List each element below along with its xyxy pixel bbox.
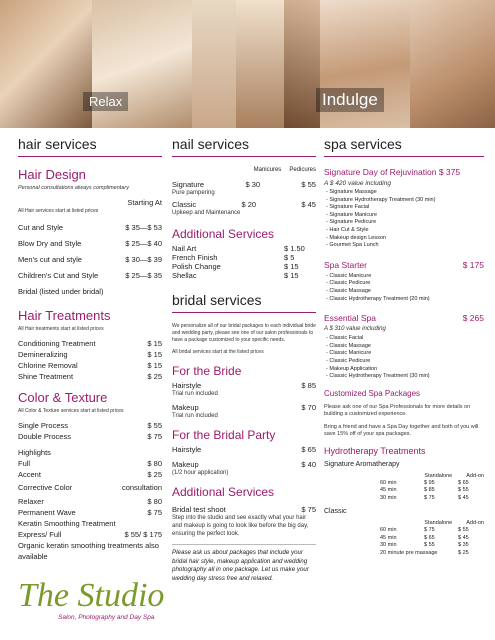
hair-header: hair services: [18, 136, 162, 157]
spa-header: spa services: [324, 136, 484, 157]
logo-tagline: Salon, Photography and Day Spa: [58, 614, 155, 621]
bridal-start-note: All bridal services start at the listed prices: [172, 349, 264, 355]
for-bridal-party-title: For the Bridal Party: [172, 428, 276, 442]
classic-col-headers: Standalone Add-on: [424, 520, 484, 527]
nail-column: [172, 136, 316, 583]
treatment-item: Chlorine Removal $ 15: [18, 361, 162, 370]
hair-column: [18, 136, 162, 562]
logo-name: The Studio: [18, 577, 165, 614]
hair-treatments-title: Hair Treatments: [18, 308, 111, 323]
express-row: Express/ Full $ 55/ $ 175: [18, 530, 162, 539]
highlights-label: Highlights: [18, 448, 51, 457]
hair-treat-note: All Hair treatments start at listed prices: [18, 326, 104, 332]
bridal-package-note: Please ask us about packages that include your bridal hair style, makeup application and wedding photography all in one package. Let us make your wedding day stress free and relaxed.: [172, 544, 316, 583]
highlight-item: Accent $ 25: [18, 470, 162, 479]
treatment-item: Conditioning Treatment $ 15: [18, 339, 162, 348]
nail-additional-item: Polish Change $ 15: [172, 262, 299, 271]
texture-item: Permanent Wave $ 75: [18, 508, 162, 517]
test-shoot-text: Step into the studio and see exactly what your hair and makeup is going to look like before the big day, ensuring the perfect look.: [172, 515, 309, 537]
hair-item: Men's cut and style $ 30—$ 39: [18, 255, 162, 264]
nail-additional-item: French Finish $ 5: [172, 253, 295, 262]
color-item: Double Process $ 75: [18, 432, 162, 441]
color-item: Single Process $ 55: [18, 421, 162, 430]
aromatherapy-title: Signature Aromatherapy: [324, 460, 400, 468]
highlight-item: Full $ 80: [18, 459, 162, 468]
aroma-row: 45 min $ 85 $ 55: [380, 487, 469, 494]
corrective-row: Corrective Color consultation: [18, 483, 162, 492]
aroma-row: 60 min $ 95 $ 65: [380, 479, 469, 486]
essential-value: A $ 310 value including: [324, 326, 386, 333]
nail-additional-title: Additional Services: [172, 227, 275, 241]
banner-indulge: Indulge: [316, 88, 384, 112]
classic-row: 45 min $ 65 $ 45: [380, 534, 469, 541]
party-makeup-row: Makeup $ 40: [172, 460, 316, 469]
classic-row: 20 minute pre massage $ 25: [380, 549, 469, 556]
hair-item: Cut and Style $ 35—$ 53: [18, 223, 162, 232]
nail-classic-sub: Upkeep and Maintenance: [172, 210, 241, 216]
classic-row: 60 min $ 75 $ 55: [380, 527, 469, 534]
bride-makeup-row: Makeup $ 70: [172, 403, 316, 412]
hydrotherapy-title: Hydrotherapy Treatments: [324, 445, 426, 456]
texture-item: Relaxer $ 80: [18, 497, 162, 506]
classic-row: 30 min $ 55 $ 35: [380, 542, 469, 549]
treatment-item: Shine Treatment $ 25: [18, 372, 162, 381]
rejuvination-title: Signature Day of Rejuvination $ 375: [324, 167, 461, 177]
organic-note: Organic keratin smoothing treatments also available: [18, 541, 159, 561]
hair-design-title: Hair Design: [18, 167, 86, 182]
aroma-row: 30 min $ 75 $ 45: [380, 494, 469, 501]
nail-price-headers: Manicures Pedicures: [253, 167, 316, 173]
classic-title: Classic: [324, 508, 347, 516]
studio-logo: [18, 578, 168, 630]
rejuvination-list: - Signature Massage - Signature Hydrotherapy Treatment (30 min) - Signature Facial - Signature Manicure - Signature Pedicure - Hair Cut & Style - Makeup design Lesson - Gourmet Spa Lunch: [326, 189, 484, 250]
bridal-additional-title: Additional Services: [172, 485, 275, 499]
banner-photo-salon: [192, 0, 236, 128]
bride-hairstyle-sub: Trial run included: [172, 391, 218, 397]
essential-list: - Classic Facial - Classic Massage - Classic Manicure - Classic Pedicure - Makeup Application - Classic Hydrotherapy Treatment (30 min): [326, 335, 484, 381]
nail-header: nail services: [172, 136, 316, 157]
hair-design-note: Personal consultations always complimentary: [18, 185, 129, 191]
spa-starter-title: Spa Starter $ 175: [324, 259, 484, 270]
hair-item: Children's Cut and Style $ 25—$ 35: [18, 271, 162, 280]
nail-additional-item: Shellac $ 15: [172, 271, 299, 280]
nail-classic-row: Classic $ 20 $ 45: [172, 200, 316, 209]
treatment-item: Demineralizing $ 15: [18, 350, 162, 359]
banner: [0, 0, 495, 128]
banner-photo-facial: [410, 0, 495, 128]
bridal-intro: We personalize all of our bridal packages to each individual bride and wedding party, please see one of our salon professionals to have a package customized to your specific needs.: [172, 323, 316, 343]
banner-photo-hair: [236, 0, 284, 128]
party-makeup-sub: (1/2 hour application): [172, 470, 229, 476]
hair-item: Blow Dry and Style $ 25—$ 40: [18, 239, 162, 248]
bride-hairstyle-row: Hairstyle $ 85: [172, 381, 316, 390]
spa-starter-list: - Classic Manicure - Classic Pedicure - Classic Massage - Classic Hydrotherapy Treatment (20 min): [326, 273, 484, 303]
rejuvination-value: A $ 420 value including: [324, 180, 391, 187]
for-the-bride-title: For the Bride: [172, 364, 242, 378]
color-texture-title: Color & Texture: [18, 390, 108, 405]
bride-makeup-sub: Trial run included: [172, 413, 218, 419]
custom-text-1: Please ask one of our Spa Professionals for more details on building a customized experience.: [324, 403, 471, 417]
spa-column: [324, 136, 484, 557]
banner-relax: Relax: [83, 92, 128, 111]
hair-start-note: All Hair services start at listed prices: [18, 208, 99, 214]
custom-text-2: Bring a friend and have a Spa Day together and both of you will save 15% off of your spa packages.: [324, 423, 479, 437]
party-hairstyle-row: Hairstyle $ 65: [172, 445, 316, 454]
color-note: All Color & Texture services start at listed prices: [18, 408, 124, 414]
starting-at: Starting At: [127, 198, 162, 207]
aroma-col-headers: Standalone Add-on: [424, 472, 484, 479]
banner-photo-nails: [284, 0, 320, 128]
test-shoot-row: Bridal test shoot $ 75: [172, 505, 316, 514]
hair-bridal: Bridal (listed under bridal): [18, 287, 104, 296]
banner-photo-massage: [0, 0, 92, 128]
nail-signature-sub: Pure pampering: [172, 190, 215, 196]
custom-packages-title: Customized Spa Packages: [324, 388, 421, 398]
nail-additional-item: Nail Art $ 1.50: [172, 244, 305, 253]
bridal-header: bridal services: [172, 292, 316, 313]
nail-signature-row: Signature $ 30 $ 55: [172, 180, 316, 189]
keratin-label: Keratin Smoothing Treatment: [18, 519, 116, 528]
essential-spa-title: Essential Spa $ 265: [324, 313, 484, 324]
